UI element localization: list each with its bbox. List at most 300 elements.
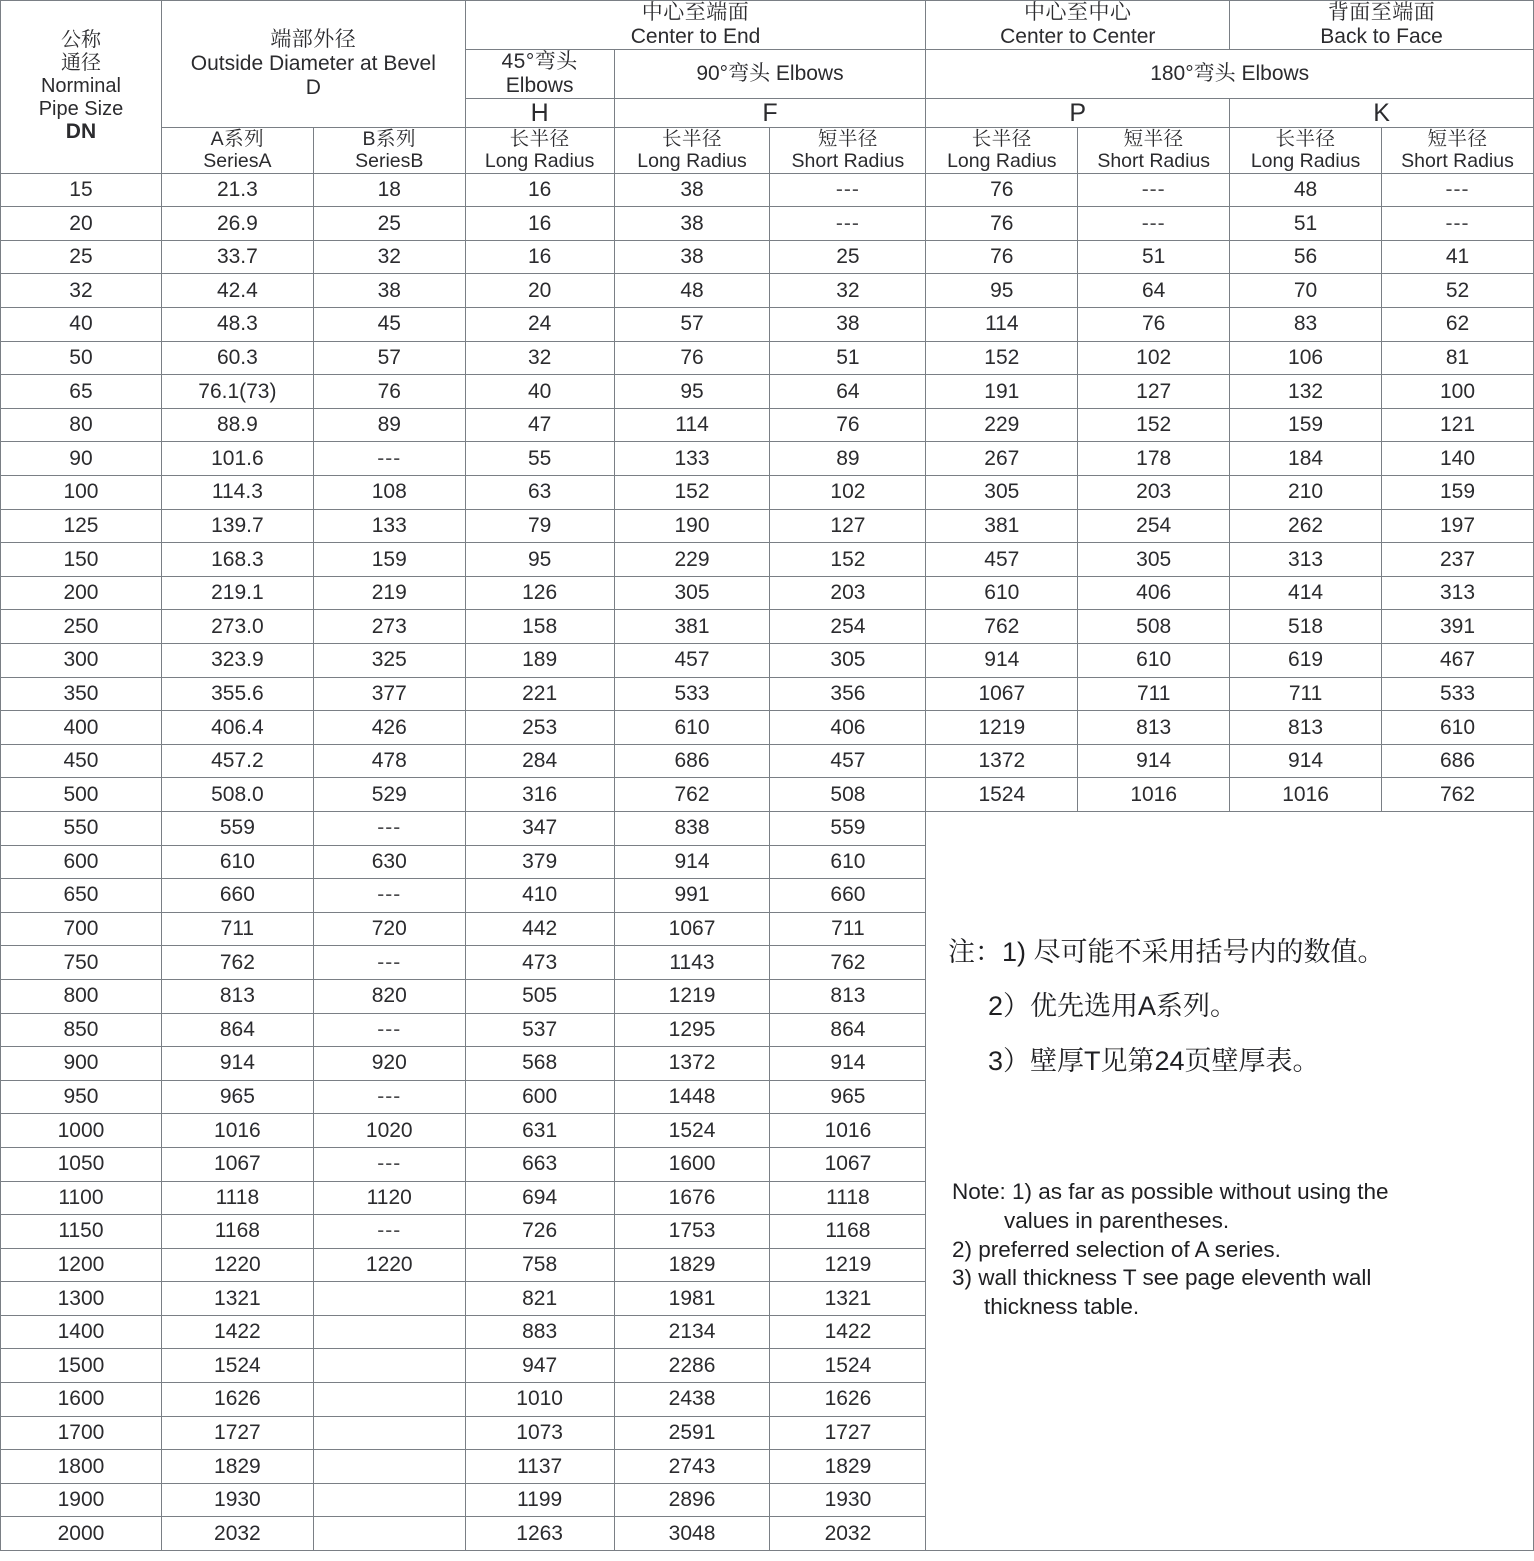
cell-f-90-short-radius: 152 [770,543,926,577]
cell-p-180-short-radius: 406 [1078,576,1230,610]
cell-dn: 1150 [1,1215,162,1249]
cell-d-series-b: 920 [313,1047,465,1081]
cell-f-90-long-radius: 2134 [614,1315,770,1349]
cell-d-series-a: 33.7 [161,240,313,274]
cell-d-series-b: 18 [313,173,465,207]
cell-f-90-short-radius: 64 [770,375,926,409]
cell-d-series-b: 108 [313,476,465,510]
cell-p-180-long-radius: 229 [926,408,1078,442]
cell-d-series-a: 42.4 [161,274,313,308]
cell-d-series-b [313,1349,465,1383]
cell-d-series-b: 159 [313,543,465,577]
cell-h-45-long-radius: 253 [465,711,614,745]
cell-h-45-long-radius: 16 [465,240,614,274]
cell-p-180-short-radius: 711 [1078,677,1230,711]
cell-f-90-long-radius: 1753 [614,1215,770,1249]
cell-f-90-short-radius: 1829 [770,1450,926,1484]
table-row [1,207,1534,241]
cell-d-series-b [313,1483,465,1517]
cell-h-45-long-radius: 221 [465,677,614,711]
header-row-4 [1,128,1534,173]
cell-d-series-a: 965 [161,1080,313,1114]
cell-h-45-long-radius: 1010 [465,1383,614,1417]
cell-h-45-long-radius: 694 [465,1181,614,1215]
cell-k-180-short-radius: 159 [1382,476,1534,510]
header-k-long-radius [1230,128,1382,173]
cell-k-180-short-radius: 686 [1382,744,1534,778]
cell-d-series-b: --- [313,811,465,845]
cell-d-series-b: --- [313,1147,465,1181]
cell-k-180-short-radius: 762 [1382,778,1534,812]
cell-k-180-short-radius: 41 [1382,240,1534,274]
table-row [1,442,1534,476]
cell-k-180-short-radius: 391 [1382,610,1534,644]
cell-p-180-short-radius: 76 [1078,308,1230,342]
header-cte-en: Center to End [630,24,761,48]
cell-d-series-b: 426 [313,711,465,745]
cell-p-180-long-radius: 191 [926,375,1078,409]
cell-f-90-long-radius: 1829 [614,1248,770,1282]
cell-p-180-long-radius: 76 [926,173,1078,207]
cell-h-45-long-radius: 1199 [465,1483,614,1517]
cell-h-45-long-radius: 505 [465,979,614,1013]
cell-d-series-a: 1321 [161,1282,313,1316]
cell-h-45-long-radius: 189 [465,644,614,678]
cell-k-180-long-radius: 48 [1230,173,1382,207]
cell-f-90-short-radius: 305 [770,644,926,678]
cell-h-45-long-radius: 126 [465,576,614,610]
table-row [1,644,1534,678]
cell-p-180-long-radius: 762 [926,610,1078,644]
cell-d-series-a: 139.7 [161,509,313,543]
cell-k-180-long-radius: 210 [1230,476,1382,510]
cell-f-90-short-radius: 1930 [770,1483,926,1517]
table-row [1,744,1534,778]
header-dn-cn2: 通径 [60,52,101,75]
header-btf-en: Back to Face [1320,24,1443,48]
cell-k-180-long-radius: 1016 [1230,778,1382,812]
cell-f-90-short-radius: 1067 [770,1147,926,1181]
cell-f-90-long-radius: 1067 [614,912,770,946]
cell-p-180-short-radius: --- [1078,173,1230,207]
cell-d-series-b: 133 [313,509,465,543]
cell-f-90-long-radius: 48 [614,274,770,308]
cell-f-90-short-radius: 965 [770,1080,926,1114]
cell-d-series-a: 2032 [161,1517,313,1551]
cell-d-series-b: 76 [313,375,465,409]
cell-dn: 1600 [1,1383,162,1417]
cell-f-90-long-radius: 457 [614,644,770,678]
cell-dn: 125 [1,509,162,543]
cell-p-180-long-radius: 1067 [926,677,1078,711]
cell-f-90-long-radius: 686 [614,744,770,778]
cell-f-90-long-radius: 3048 [614,1517,770,1551]
header-dn-code: DN [65,120,97,144]
cell-p-180-short-radius: 813 [1078,711,1230,745]
cell-d-series-a: 21.3 [161,173,313,207]
cell-k-180-long-radius: 184 [1230,442,1382,476]
cell-f-90-long-radius: 1676 [614,1181,770,1215]
cell-f-90-long-radius: 1219 [614,979,770,1013]
note-cn-2: 2）优先选用A系列。 [988,991,1238,1022]
header-letter-h: H [465,98,614,128]
cell-p-180-long-radius: 152 [926,341,1078,375]
cell-p-180-short-radius: --- [1078,207,1230,241]
cell-f-90-short-radius: 1626 [770,1383,926,1417]
table-row [1,677,1534,711]
cell-d-series-b: 38 [313,274,465,308]
header-p-short-radius-en: Short Radius [1097,150,1211,173]
cell-p-180-long-radius: 1524 [926,778,1078,812]
table-header [1,1,1534,174]
cell-d-series-a: 1727 [161,1416,313,1450]
cell-f-90-short-radius: 864 [770,1013,926,1047]
cell-dn: 90 [1,442,162,476]
note-en-1: Note: 1) as far as possible without using the [952,1179,1389,1204]
cell-dn: 350 [1,677,162,711]
cell-dn: 1050 [1,1147,162,1181]
cell-d-series-b: --- [313,946,465,980]
cell-p-180-long-radius: 267 [926,442,1078,476]
cell-d-series-b: 1220 [313,1248,465,1282]
header-k-long-radius-cn: 长半径 [1275,128,1336,151]
cell-d-series-b [313,1416,465,1450]
cell-d-series-a: 610 [161,845,313,879]
cell-p-180-short-radius: 152 [1078,408,1230,442]
table-row [1,543,1534,577]
cell-f-90-long-radius: 1981 [614,1282,770,1316]
cell-d-series-a: 508.0 [161,778,313,812]
cell-p-180-long-radius: 1372 [926,744,1078,778]
cell-dn: 650 [1,879,162,913]
cell-p-180-long-radius: 457 [926,543,1078,577]
cell-d-series-a: 1524 [161,1349,313,1383]
cell-dn: 40 [1,308,162,342]
cell-d-series-a: 101.6 [161,442,313,476]
header-elbow-45-cn: 45°弯头 [501,49,578,73]
header-f-long-radius-cn: 长半径 [662,128,723,151]
cell-f-90-long-radius: 2743 [614,1450,770,1484]
cell-f-90-short-radius: 457 [770,744,926,778]
table-row [1,240,1534,274]
cell-f-90-long-radius: 2438 [614,1383,770,1417]
cell-f-90-long-radius: 38 [614,207,770,241]
header-elbow-45-en: Elbows [505,73,574,97]
cell-d-series-b: --- [313,1080,465,1114]
header-ctc-cn: 中心至中心 [1024,1,1132,24]
cell-p-180-long-radius: 114 [926,308,1078,342]
cell-dn: 15 [1,173,162,207]
table-row [1,509,1534,543]
cell-f-90-short-radius: 1219 [770,1248,926,1282]
cell-k-180-short-radius: 197 [1382,509,1534,543]
table-row [1,476,1534,510]
cell-h-45-long-radius: 347 [465,811,614,845]
table-row [1,811,1534,845]
cell-f-90-long-radius: 114 [614,408,770,442]
cell-d-series-a: 1220 [161,1248,313,1282]
cell-dn: 450 [1,744,162,778]
cell-dn: 100 [1,476,162,510]
cell-d-series-b: 32 [313,240,465,274]
cell-dn: 1200 [1,1248,162,1282]
cell-p-180-long-radius: 914 [926,644,1078,678]
cell-p-180-short-radius: 508 [1078,610,1230,644]
cell-p-180-long-radius: 1219 [926,711,1078,745]
cell-p-180-short-radius: 610 [1078,644,1230,678]
cell-dn: 850 [1,1013,162,1047]
header-series-b-en: SeriesB [355,150,424,173]
header-f-long-radius-en: Long Radius [637,150,747,173]
cell-h-45-long-radius: 79 [465,509,614,543]
cell-k-180-long-radius: 106 [1230,341,1382,375]
cell-p-180-short-radius: 51 [1078,240,1230,274]
header-elbow-45 [465,49,614,98]
cell-f-90-long-radius: 95 [614,375,770,409]
cell-d-series-a: 1930 [161,1483,313,1517]
cell-d-series-b: 1020 [313,1114,465,1148]
cell-f-90-short-radius: 1727 [770,1416,926,1450]
cell-f-90-long-radius: 2591 [614,1416,770,1450]
cell-f-90-long-radius: 610 [614,711,770,745]
cell-dn: 65 [1,375,162,409]
cell-d-series-b: 25 [313,207,465,241]
cell-h-45-long-radius: 16 [465,173,614,207]
cell-d-series-b: --- [313,442,465,476]
cell-k-180-long-radius: 914 [1230,744,1382,778]
cell-p-180-long-radius: 76 [926,240,1078,274]
table-row [1,610,1534,644]
cell-d-series-b [313,1450,465,1484]
cell-h-45-long-radius: 16 [465,207,614,241]
header-elbow-180: 180°弯头 Elbows [926,49,1534,98]
cell-h-45-long-radius: 95 [465,543,614,577]
cell-h-45-long-radius: 473 [465,946,614,980]
cell-d-series-a: 762 [161,946,313,980]
cell-h-45-long-radius: 410 [465,879,614,913]
header-od-en: Outside Diameter at Bevel [190,52,436,76]
cell-k-180-long-radius: 813 [1230,711,1382,745]
cell-f-90-long-radius: 38 [614,173,770,207]
notes-english [952,1178,1512,1322]
cell-d-series-b [313,1383,465,1417]
cell-d-series-a: 1626 [161,1383,313,1417]
cell-d-series-a: 559 [161,811,313,845]
cell-f-90-short-radius: 762 [770,946,926,980]
cell-f-90-short-radius: 1422 [770,1315,926,1349]
cell-h-45-long-radius: 600 [465,1080,614,1114]
cell-p-180-long-radius: 381 [926,509,1078,543]
cell-p-180-long-radius: 610 [926,576,1078,610]
header-f-short-radius [770,128,926,173]
header-k-long-radius-en: Long Radius [1250,150,1361,173]
cell-h-45-long-radius: 726 [465,1215,614,1249]
table-row [1,408,1534,442]
cell-dn: 1800 [1,1450,162,1484]
cell-f-90-long-radius: 1448 [614,1080,770,1114]
cell-dn: 300 [1,644,162,678]
header-cte-cn: 中心至端面 [641,1,750,24]
cell-d-series-b: 273 [313,610,465,644]
cell-k-180-long-radius: 262 [1230,509,1382,543]
cell-k-180-long-radius: 132 [1230,375,1382,409]
cell-d-series-a: 88.9 [161,408,313,442]
header-series-b-cn: B系列 [362,128,417,151]
cell-p-180-short-radius: 305 [1078,543,1230,577]
cell-p-180-long-radius: 305 [926,476,1078,510]
cell-f-90-long-radius: 914 [614,845,770,879]
cell-f-90-long-radius: 1600 [614,1147,770,1181]
cell-dn: 900 [1,1047,162,1081]
header-h-long-radius-en: Long Radius [484,150,595,173]
cell-p-180-short-radius: 914 [1078,744,1230,778]
cell-h-45-long-radius: 284 [465,744,614,778]
cell-f-90-long-radius: 533 [614,677,770,711]
cell-d-series-a: 355.6 [161,677,313,711]
cell-k-180-long-radius: 159 [1230,408,1382,442]
cell-d-series-b: 219 [313,576,465,610]
cell-f-90-long-radius: 2896 [614,1483,770,1517]
cell-f-90-long-radius: 38 [614,240,770,274]
cell-h-45-long-radius: 537 [465,1013,614,1047]
table-row [1,375,1534,409]
cell-k-180-short-radius: 313 [1382,576,1534,610]
cell-d-series-a: 1016 [161,1114,313,1148]
note-en-5: thickness table. [984,1294,1140,1320]
cell-h-45-long-radius: 663 [465,1147,614,1181]
cell-dn: 200 [1,576,162,610]
note-cn-3: 3）壁厚T见第24页壁厚表。 [988,1045,1320,1076]
cell-dn: 150 [1,543,162,577]
cell-f-90-long-radius: 229 [614,543,770,577]
cell-k-180-long-radius: 83 [1230,308,1382,342]
cell-f-90-long-radius: 762 [614,778,770,812]
cell-dn: 1400 [1,1315,162,1349]
cell-f-90-short-radius: 1168 [770,1215,926,1249]
cell-k-180-short-radius: 81 [1382,341,1534,375]
cell-d-series-b: 325 [313,644,465,678]
cell-d-series-b: 377 [313,677,465,711]
cell-d-series-b: 630 [313,845,465,879]
cell-p-180-short-radius: 127 [1078,375,1230,409]
cell-h-45-long-radius: 24 [465,308,614,342]
cell-d-series-a: 406.4 [161,711,313,745]
cell-h-45-long-radius: 1137 [465,1450,614,1484]
cell-h-45-long-radius: 20 [465,274,614,308]
cell-dn: 800 [1,979,162,1013]
cell-p-180-short-radius: 178 [1078,442,1230,476]
cell-k-180-long-radius: 619 [1230,644,1382,678]
table-row [1,308,1534,342]
header-nominal-pipe-size [1,1,162,174]
table-row [1,711,1534,745]
cell-h-45-long-radius: 631 [465,1114,614,1148]
cell-dn: 1100 [1,1181,162,1215]
cell-f-90-short-radius: 508 [770,778,926,812]
table-row [1,173,1534,207]
header-p-long-radius-en: Long Radius [947,150,1057,173]
table-row [1,778,1534,812]
cell-d-series-b [313,1517,465,1551]
cell-d-series-a: 60.3 [161,341,313,375]
header-elbow-90: 90°弯头 Elbows [614,49,926,98]
cell-dn: 25 [1,240,162,274]
cell-k-180-short-radius: 100 [1382,375,1534,409]
cell-dn: 80 [1,408,162,442]
cell-d-series-b: --- [313,1215,465,1249]
cell-d-series-a: 1422 [161,1315,313,1349]
cell-k-180-short-radius: 140 [1382,442,1534,476]
cell-dn: 20 [1,207,162,241]
table-row [1,274,1534,308]
cell-f-90-long-radius: 838 [614,811,770,845]
header-f-long-radius [614,128,770,173]
cell-k-180-short-radius: 52 [1382,274,1534,308]
cell-f-90-long-radius: 1372 [614,1047,770,1081]
cell-dn: 50 [1,341,162,375]
cell-d-series-a: 1067 [161,1147,313,1181]
cell-d-series-a: 1118 [161,1181,313,1215]
cell-dn: 600 [1,845,162,879]
cell-f-90-long-radius: 1295 [614,1013,770,1047]
cell-f-90-long-radius: 1524 [614,1114,770,1148]
header-od-cn: 端部外径 [270,28,357,52]
header-dn-cn1: 公称 [60,29,101,52]
header-letter-p: P [926,98,1230,128]
cell-f-90-long-radius: 305 [614,576,770,610]
header-series-a [161,128,313,173]
cell-d-series-a: 711 [161,912,313,946]
cell-dn: 950 [1,1080,162,1114]
note-en-3: 2) preferred selection of A series. [952,1236,1281,1262]
cell-dn: 750 [1,946,162,980]
cell-d-series-b: 45 [313,308,465,342]
cell-f-90-short-radius: 1016 [770,1114,926,1148]
cell-f-90-short-radius: 254 [770,610,926,644]
cell-k-180-long-radius: 414 [1230,576,1382,610]
cell-f-90-long-radius: 2286 [614,1349,770,1383]
cell-d-series-b: 89 [313,408,465,442]
cell-f-90-long-radius: 381 [614,610,770,644]
header-center-to-end-group [465,1,926,50]
cell-d-series-b: 720 [313,912,465,946]
cell-h-45-long-radius: 47 [465,408,614,442]
cell-h-45-long-radius: 379 [465,845,614,879]
cell-h-45-long-radius: 316 [465,778,614,812]
header-k-short-radius [1382,128,1534,173]
cell-d-series-a: 813 [161,979,313,1013]
cell-h-45-long-radius: 758 [465,1248,614,1282]
cell-h-45-long-radius: 1263 [465,1517,614,1551]
note-en-4: 3) wall thickness T see page eleventh wall [952,1265,1372,1291]
cell-d-series-b: --- [313,1013,465,1047]
cell-dn: 1300 [1,1282,162,1316]
cell-f-90-short-radius: 89 [770,442,926,476]
cell-k-180-long-radius: 313 [1230,543,1382,577]
header-series-a-cn: A系列 [210,128,265,151]
header-p-long-radius-cn: 长半径 [971,128,1032,151]
cell-d-series-b: 57 [313,341,465,375]
cell-p-180-short-radius: 1016 [1078,778,1230,812]
cell-f-90-short-radius: 813 [770,979,926,1013]
cell-k-180-short-radius: 467 [1382,644,1534,678]
cell-d-series-a: 48.3 [161,308,313,342]
cell-f-90-long-radius: 190 [614,509,770,543]
cell-f-90-short-radius: 1524 [770,1349,926,1383]
cell-d-series-a: 76.1(73) [161,375,313,409]
cell-k-180-long-radius: 711 [1230,677,1382,711]
cell-p-180-long-radius: 95 [926,274,1078,308]
